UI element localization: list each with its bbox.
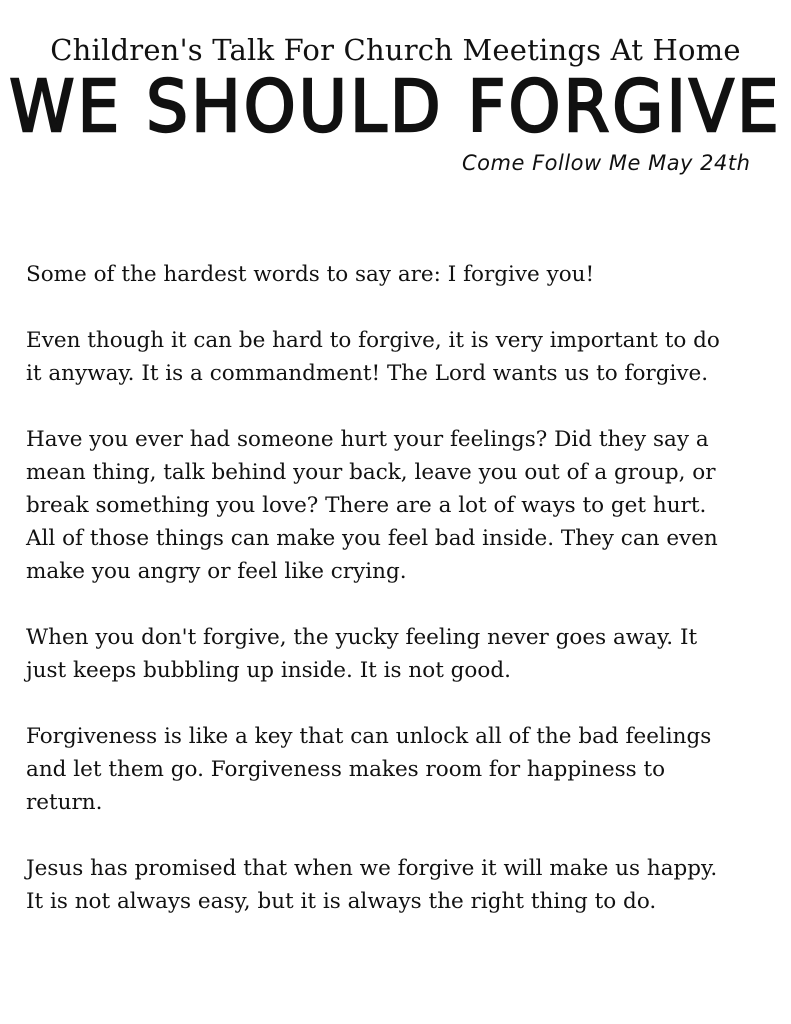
text-line: it anyway. It is a commandment! The Lord wants us to forgive. (26, 361, 709, 386)
text-line: mean thing, talk behind your back, leave you out of a group, or (26, 460, 716, 485)
paragraph-hurt-feelings (26, 423, 766, 588)
text-line: break something you love? There are a lot of ways to get hurt. (26, 493, 707, 518)
text-line: and let them go. Forgiveness makes room for happiness to (26, 757, 666, 782)
text-line: It is not always easy, but it is always the right thing to do. (26, 889, 657, 914)
paragraph-key (26, 720, 766, 819)
text-line: Jesus has promised that when we forgive it will make us happy. (26, 856, 718, 881)
text-line: Some of the hardest words to say are: I forgive you! (26, 262, 595, 287)
text-line: All of those things can make you feel bad inside. They can even (26, 526, 718, 551)
body-text (26, 258, 766, 951)
text-line: Even though it can be hard to forgive, it is very important to do (26, 328, 720, 353)
text-line: When you don't forgive, the yucky feeling never goes away. It (26, 625, 698, 650)
text-line: Forgiveness is like a key that can unlock all of the bad feelings (26, 724, 712, 749)
subtitle: Come Follow Me May 24th (462, 151, 751, 175)
text-line: just keeps bubbling up inside. It is not good. (26, 658, 511, 683)
text-line: make you angry or feel like crying. (26, 559, 407, 584)
text-line: return. (26, 790, 103, 815)
page-title: WE SHOULD FORGIVE (9, 65, 782, 149)
paragraph-promise (26, 852, 766, 918)
paragraph-intro (26, 258, 766, 291)
supertitle: Children's Talk For Church Meetings At Home (50, 33, 741, 67)
paragraph-commandment (26, 324, 766, 390)
paragraph-not-forgiving (26, 621, 766, 687)
text-line: Have you ever had someone hurt your feelings? Did they say a (26, 427, 709, 452)
